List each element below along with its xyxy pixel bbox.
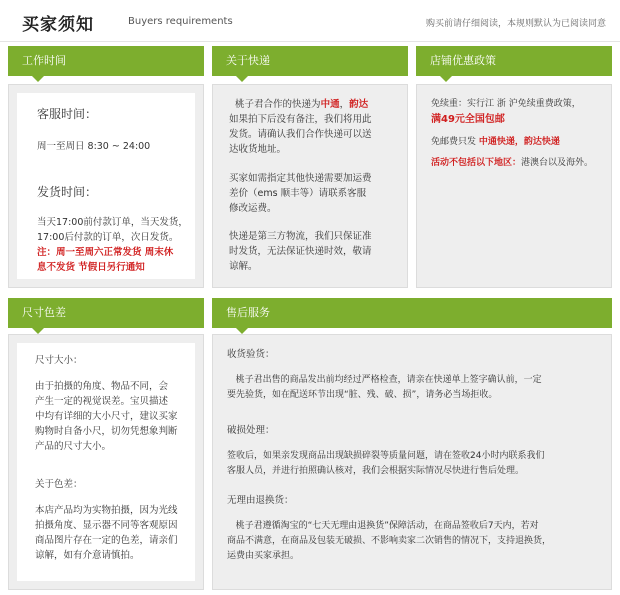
return-line — [227, 519, 551, 534]
cs-hours: 周一至周日 8:30 ~ 24:00 — [37, 141, 151, 152]
delivery-line: 如果拍下后没有备注，我们将用此 — [229, 114, 372, 125]
size-line: 产品的尺寸大小。 — [35, 441, 112, 452]
size-color-panel — [8, 334, 204, 590]
delivery-sep: ， — [339, 99, 350, 110]
size-color-content — [17, 343, 195, 581]
inspect-label: 收货验货： — [227, 349, 275, 360]
page-header — [0, 0, 620, 42]
inspect-text — [227, 373, 542, 403]
damage-text — [227, 449, 544, 479]
tab-size-color-label: 尺寸色差 — [22, 306, 66, 319]
inspect-line: 要先验货，如在配送环节出现“脏、残、破、损”，请务必当场拒收。 — [227, 390, 498, 400]
damage-line: 签收后，如果亲发现商品出现缺损碎裂等质量问题，请在签收24小时内联系我们 — [227, 451, 545, 461]
delivery-panel — [212, 84, 408, 288]
tab-after-sales-label: 售后服务 — [226, 306, 270, 319]
tab-delivery — [212, 46, 408, 76]
delivery-line: 时发货，无法保证快递时效，敬请 — [229, 246, 372, 257]
express-name: 韵达 — [349, 99, 369, 110]
return-line: 运费由买家承担。 — [227, 551, 300, 561]
color-label: 关于色差： — [35, 479, 83, 490]
delivery-para-1 — [229, 97, 372, 157]
delivery-line: 买家如需指定其他快递需要加运费 — [229, 173, 372, 184]
inspect-line-text: 桃子君出售的商品发出前均经过严格检查，请亲在快递单上签字确认前，一定 — [235, 375, 542, 385]
tab-promo-label: 店铺优惠政策 — [430, 54, 496, 67]
color-line: 谅解，如有介意请慎拍。 — [35, 550, 140, 561]
ship-time-text — [37, 215, 188, 275]
inspect-line — [227, 373, 542, 388]
promo-free-weight: 免续重：实行江 浙 沪免续重费政策， — [431, 99, 581, 109]
size-text — [35, 379, 178, 454]
header-note: 购买前请仔细阅读，本规则默认为已阅读同意 — [425, 19, 606, 29]
size-line: 中均有详细的大小尺寸，建议买家 — [35, 411, 178, 422]
size-line: 由于拍摄的角度、物品不同，会 — [35, 381, 169, 392]
return-line-text: 桃子君遵循淘宝的“七天无理由退换货”保障活动，在商品签收后7天内，若对 — [235, 521, 539, 531]
promo-panel — [416, 84, 612, 288]
ship-line: 当天17:00前付款订单，当天发货， — [37, 217, 188, 228]
ship-notice: 息不发货 节假日另行通知 — [37, 262, 145, 273]
return-label: 无理由退换货： — [227, 495, 294, 506]
delivery-text: 桃子君合作的快递为 — [235, 99, 321, 110]
color-text — [35, 503, 178, 563]
promo-free-shipping: 满49元全国包邮 — [431, 114, 505, 125]
delivery-line: 达收货地址。 — [229, 144, 287, 155]
damage-line: 客服人员，并进行拍照确认核对，我们会根据实际情况尽快进行售后处理。 — [227, 466, 525, 476]
page-subtitle: Buyers requirements — [128, 16, 233, 27]
delivery-line: 修改运费。 — [229, 203, 277, 214]
express-name: 中通 — [320, 99, 340, 110]
after-sales-panel — [212, 334, 612, 590]
delivery-para-3 — [229, 229, 372, 274]
delivery-content — [221, 93, 399, 279]
size-line: 产生一定的视觉误差。宝贝描述 — [35, 396, 169, 407]
page-title: 买家须知 — [22, 15, 94, 35]
damage-label: 破损处理： — [227, 425, 275, 436]
promo-express-names: 中通快递，韵达快递 — [478, 137, 560, 147]
delivery-line: 差价（ems 顺丰等）请联系客服 — [229, 188, 367, 199]
promo-content — [425, 93, 603, 279]
ship-line: 17:00后付款的订单，次日发货。 — [37, 232, 179, 243]
promo-express — [431, 135, 593, 150]
promo-exclude-label: 活动不包括以下地区： — [431, 158, 522, 168]
tab-work-time — [8, 46, 204, 76]
promo-text — [431, 97, 593, 171]
ship-notice: 注：周一至周六正常发货 周末休 — [37, 247, 174, 258]
size-line: 购物时自备小尺，切勿凭想象判断 — [35, 426, 178, 437]
tab-after-sales — [212, 298, 612, 328]
tab-work-time-label: 工作时间 — [22, 54, 66, 67]
return-text — [227, 519, 551, 564]
ship-time-label: 发货时间： — [37, 185, 98, 199]
return-line: 商品不满意，在商品及包装无破损、不影响卖家二次销售的情况下，支持退换货， — [227, 536, 552, 546]
delivery-line: 发货。请确认我们合作快递可以送 — [229, 129, 372, 140]
promo-exclude-regions: 港澳台以及海外。 — [521, 158, 594, 168]
promo-express-text: 免邮费只发 — [431, 137, 477, 147]
cs-time-label: 客服时间： — [37, 107, 98, 121]
color-line: 本店产品均为实物拍摄，因为光线 — [35, 505, 178, 516]
work-time-content — [17, 93, 195, 279]
tab-delivery-label: 关于快递 — [226, 54, 270, 67]
size-label: 尺寸大小： — [35, 355, 83, 366]
after-sales-content — [221, 343, 603, 581]
work-time-panel — [8, 84, 204, 288]
tab-promo — [416, 46, 612, 76]
delivery-line: 谅解。 — [229, 261, 258, 272]
color-line: 拍摄角度、显示器不同等客观原因 — [35, 520, 178, 531]
delivery-line: 快递是第三方物流，我们只保证准 — [229, 231, 372, 242]
tab-size-color — [8, 298, 204, 328]
promo-exclude — [431, 156, 593, 171]
delivery-line — [229, 97, 372, 112]
color-line: 商品图片存在一定的色差，请亲们 — [35, 535, 178, 546]
delivery-para-2 — [229, 171, 372, 216]
